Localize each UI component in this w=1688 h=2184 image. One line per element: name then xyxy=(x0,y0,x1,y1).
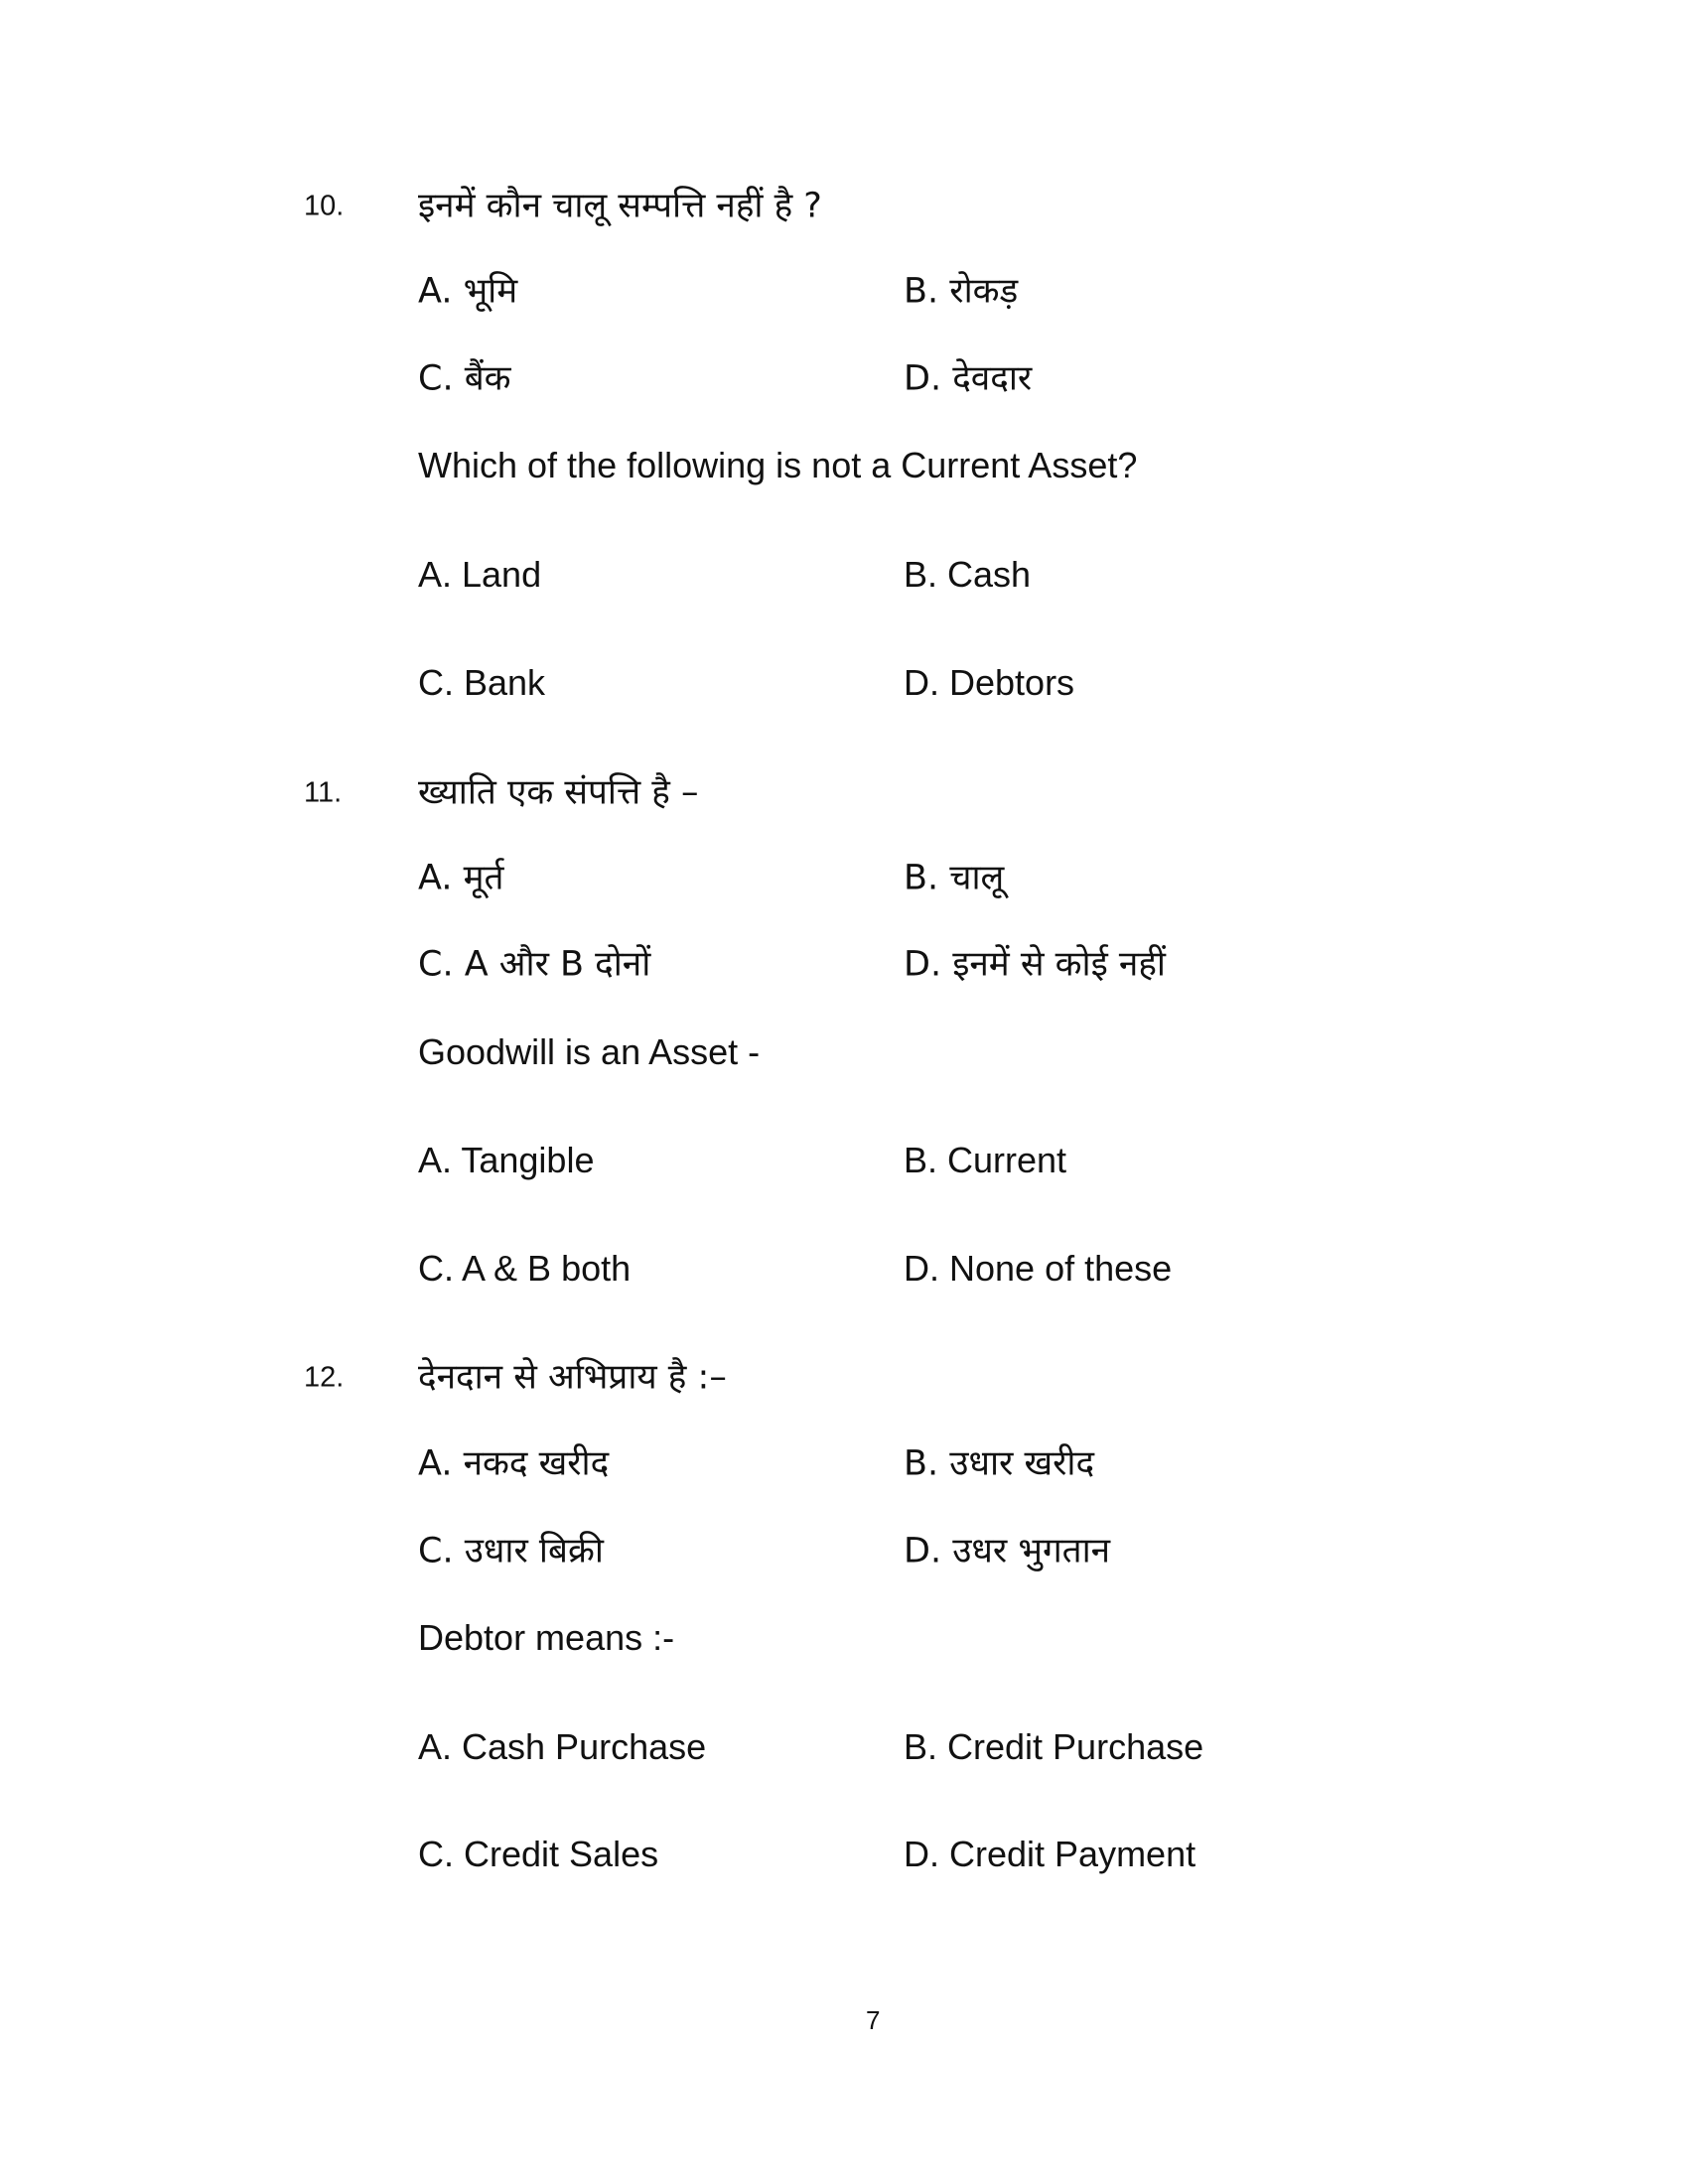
option-d-english: D. Debtors xyxy=(904,662,1075,703)
question-text-english: Debtor means :- xyxy=(418,1617,675,1658)
option-c-hindi: C. उधार बिक्री xyxy=(418,1531,604,1571)
option-d-hindi: D. देवदार xyxy=(904,358,1033,399)
option-c-english: C. Bank xyxy=(418,662,546,703)
option-a-hindi: A. नकद खरीद xyxy=(418,1443,610,1484)
option-a-english: A. Tangible xyxy=(418,1140,595,1180)
question-number: 11. xyxy=(304,776,343,809)
question-text-hindi: इनमें कौन चालू सम्पत्ति नहीं है ? xyxy=(418,186,822,226)
question-text-english: Which of the following is not a Current Asset? xyxy=(418,445,1138,485)
option-b-english: B. Cash xyxy=(904,554,1032,595)
option-d-english: D. None of these xyxy=(904,1248,1173,1289)
option-b-english: B. Credit Purchase xyxy=(904,1726,1204,1767)
question-text-hindi: देनदान से अभिप्राय है :– xyxy=(418,1357,727,1398)
option-b-hindi: B. रोकड़ xyxy=(904,271,1019,312)
option-a-english: A. Cash Purchase xyxy=(418,1726,707,1767)
option-b-hindi: B. उधार खरीद xyxy=(904,1443,1095,1484)
option-c-english: C. A & B both xyxy=(418,1248,632,1289)
question-text-hindi: ख्याति एक संपत्ति है – xyxy=(418,772,699,813)
option-c-hindi: C. A और B दोनों xyxy=(418,944,651,985)
page-number: 7 xyxy=(866,2005,881,2035)
option-d-hindi: D. इनमें से कोई नहीं xyxy=(904,944,1166,985)
option-c-english: C. Credit Sales xyxy=(418,1834,659,1874)
option-b-hindi: B. चालू xyxy=(904,858,1005,898)
question-text-english: Goodwill is an Asset - xyxy=(418,1031,761,1072)
option-c-hindi: C. बैंक xyxy=(418,358,511,399)
option-a-english: A. Land xyxy=(418,554,542,595)
question-number: 12. xyxy=(304,1361,345,1394)
question-number: 10. xyxy=(304,190,345,222)
option-a-hindi: A. भूमि xyxy=(418,271,518,312)
option-a-hindi: A. मूर्त xyxy=(418,858,504,898)
option-d-hindi: D. उधर भुगतान xyxy=(904,1531,1111,1571)
option-b-english: B. Current xyxy=(904,1140,1067,1180)
option-d-english: D. Credit Payment xyxy=(904,1834,1196,1874)
